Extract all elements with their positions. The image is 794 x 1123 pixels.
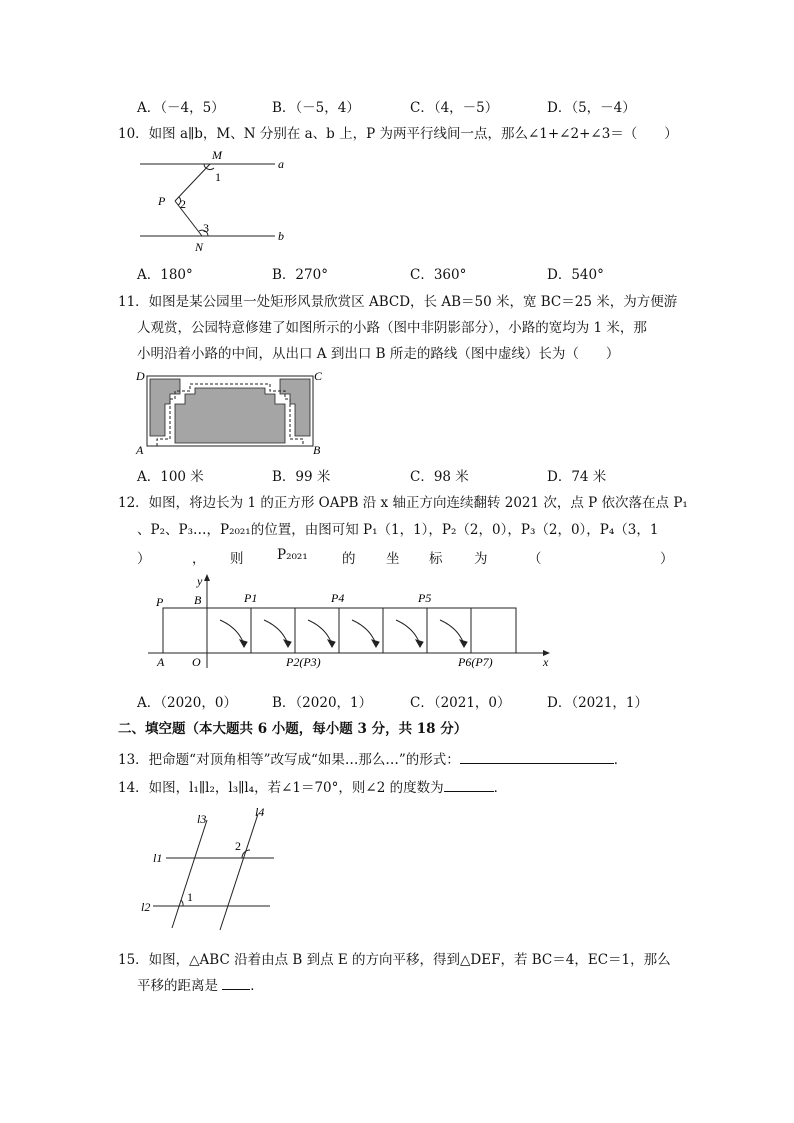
q9-option-c: C．（4，－5） (410, 100, 499, 116)
label-p: P (156, 595, 164, 609)
q9-option-a: A．（－4，5） (137, 100, 225, 116)
q12-line2: 、P₂、P₃…，P₂₀₂₁的位置，由图可知 P₁（1，1），P₂（2，0），P₃（2，0），P₄（3，1 (137, 522, 659, 538)
q14-figure (138, 800, 288, 935)
q15-text: 平移的距离是 (137, 978, 218, 994)
label-o: O (192, 655, 201, 669)
q11-option-c: C．98 米 (410, 469, 469, 485)
label-a: A (157, 655, 165, 669)
label-a: a (278, 157, 284, 171)
label-b: B (194, 593, 202, 607)
label-2: 2 (180, 197, 186, 211)
q12-figure (140, 572, 560, 678)
q12-line3-p2: ， (192, 551, 206, 567)
q10-stem: 10．如图 a∥b，M、N 分别在 a、b 上，P 为两平行线间一点，那么∠1+∠2+∠3＝（ ） (118, 126, 678, 142)
q12-line3-p6: 坐 (386, 551, 400, 567)
label-1: 1 (187, 890, 193, 904)
q11-line3: 小明沿着小路的中间，从出口 A 到出口 B 所走的路线（图中虚线）长为（ ） (137, 346, 620, 362)
label-n: N (195, 240, 204, 254)
q12-line3-p3: 则 (230, 551, 244, 567)
q11-option-a: A．100 米 (137, 469, 204, 485)
label-a: A (136, 443, 144, 457)
q13-blank[interactable] (460, 751, 614, 764)
label-p2p3: P2(P3) (286, 655, 321, 669)
angle2-arc (242, 850, 250, 858)
label-p: P (158, 194, 166, 208)
q15-blank[interactable] (222, 977, 250, 990)
q14-text: 14．如图，l₁∥l₂，l₃∥l₄，若∠1＝70°，则∠2 的度数为 (118, 780, 444, 796)
label-m: M (212, 148, 222, 162)
q11-line2: 人观赏，公园特意修建了如图所示的小路（图中非阴影部分），小路的宽均为 1 米，那 (137, 320, 647, 336)
label-2: 2 (235, 839, 241, 853)
label-d: D (136, 369, 145, 383)
q12-option-a: A．（2020，0） (137, 695, 237, 711)
label-l4: l4 (255, 805, 265, 819)
label-p4: P4 (331, 591, 345, 605)
q13-end: ． (613, 752, 628, 768)
line-l4 (220, 814, 258, 930)
q11-option-d: D．74 米 (547, 469, 607, 485)
q13-text: 13．把命题“对顶角相等”改写成“如果…那么…”的形式： (118, 752, 460, 768)
segment-mp (175, 164, 210, 201)
q10-figure (130, 146, 300, 258)
q9-option-b: B．（－5，4） (272, 100, 360, 116)
q12-option-b: B．（2020，1） (272, 695, 373, 711)
q14-blank[interactable] (444, 779, 494, 792)
label-l1: l1 (153, 851, 163, 865)
label-x: x (543, 655, 549, 669)
q10-option-d: D．540° (547, 267, 604, 283)
q11-line1: 11．如图是某公园里一处矩形风景欣赏区 ABCD，长 AB＝50 米，宽 BC＝25 米，为方便游 (118, 294, 678, 310)
q12-line3-p7: 标 (429, 551, 443, 567)
q15-line2 (137, 974, 264, 994)
rotation-arcs (220, 620, 467, 647)
label-l2: l2 (141, 900, 151, 914)
q12-line3-p4: P₂₀₂₁ (277, 547, 308, 563)
q14-end: ． (493, 780, 508, 796)
q13-stem (118, 748, 627, 768)
shaded-center (175, 388, 285, 443)
label-b: B (313, 443, 321, 457)
label-c: C (314, 369, 323, 383)
label-1: 1 (215, 170, 221, 184)
q10-option-b: B．270° (272, 267, 328, 283)
label-y: y (197, 574, 203, 588)
q9-option-d: D．（5，－4） (547, 100, 636, 116)
q10-option-a: A．180° (137, 267, 193, 283)
q15-line1: 15．如图，△ABC 沿着由点 B 到点 E 的方向平移，得到△DEF，若 BC＝4，EC＝1，那么 (118, 952, 671, 968)
q12-line3-p1: ） (137, 551, 151, 567)
label-b: b (278, 229, 284, 243)
label-3: 3 (203, 221, 209, 235)
q10-option-c: C．360° (410, 267, 467, 283)
label-p5: P5 (418, 591, 432, 605)
q11-option-b: B．99 米 (272, 469, 331, 485)
label-l3: l3 (197, 812, 207, 826)
q12-option-d: D．（2021，1） (547, 695, 649, 711)
q15-end: ． (250, 978, 264, 994)
q12-line3-p10: ） (660, 551, 674, 567)
y-arrow (204, 574, 210, 581)
q11-figure (132, 366, 328, 458)
label-p6p7: P6(P7) (458, 655, 493, 669)
q12-line3-p5: 的 (342, 551, 356, 567)
q14-stem (118, 776, 507, 796)
section-title: 二、填空题（本大题共 6 小题，每小题 3 分，共 18 分） (118, 721, 468, 737)
q12-line3-p9: （ (528, 551, 542, 567)
line-l3 (172, 820, 207, 928)
q12-option-c: C．（2021，0） (410, 695, 511, 711)
label-p1: P1 (244, 591, 258, 605)
q12-line1: 12．如图，将边长为 1 的正方形 OAPB 沿 x 轴正方向连续翻转 2021 次，点 P 依次落在点 P₁ (118, 495, 688, 511)
q12-line3-p8: 为 (474, 551, 488, 567)
angle1-arc (181, 900, 183, 906)
